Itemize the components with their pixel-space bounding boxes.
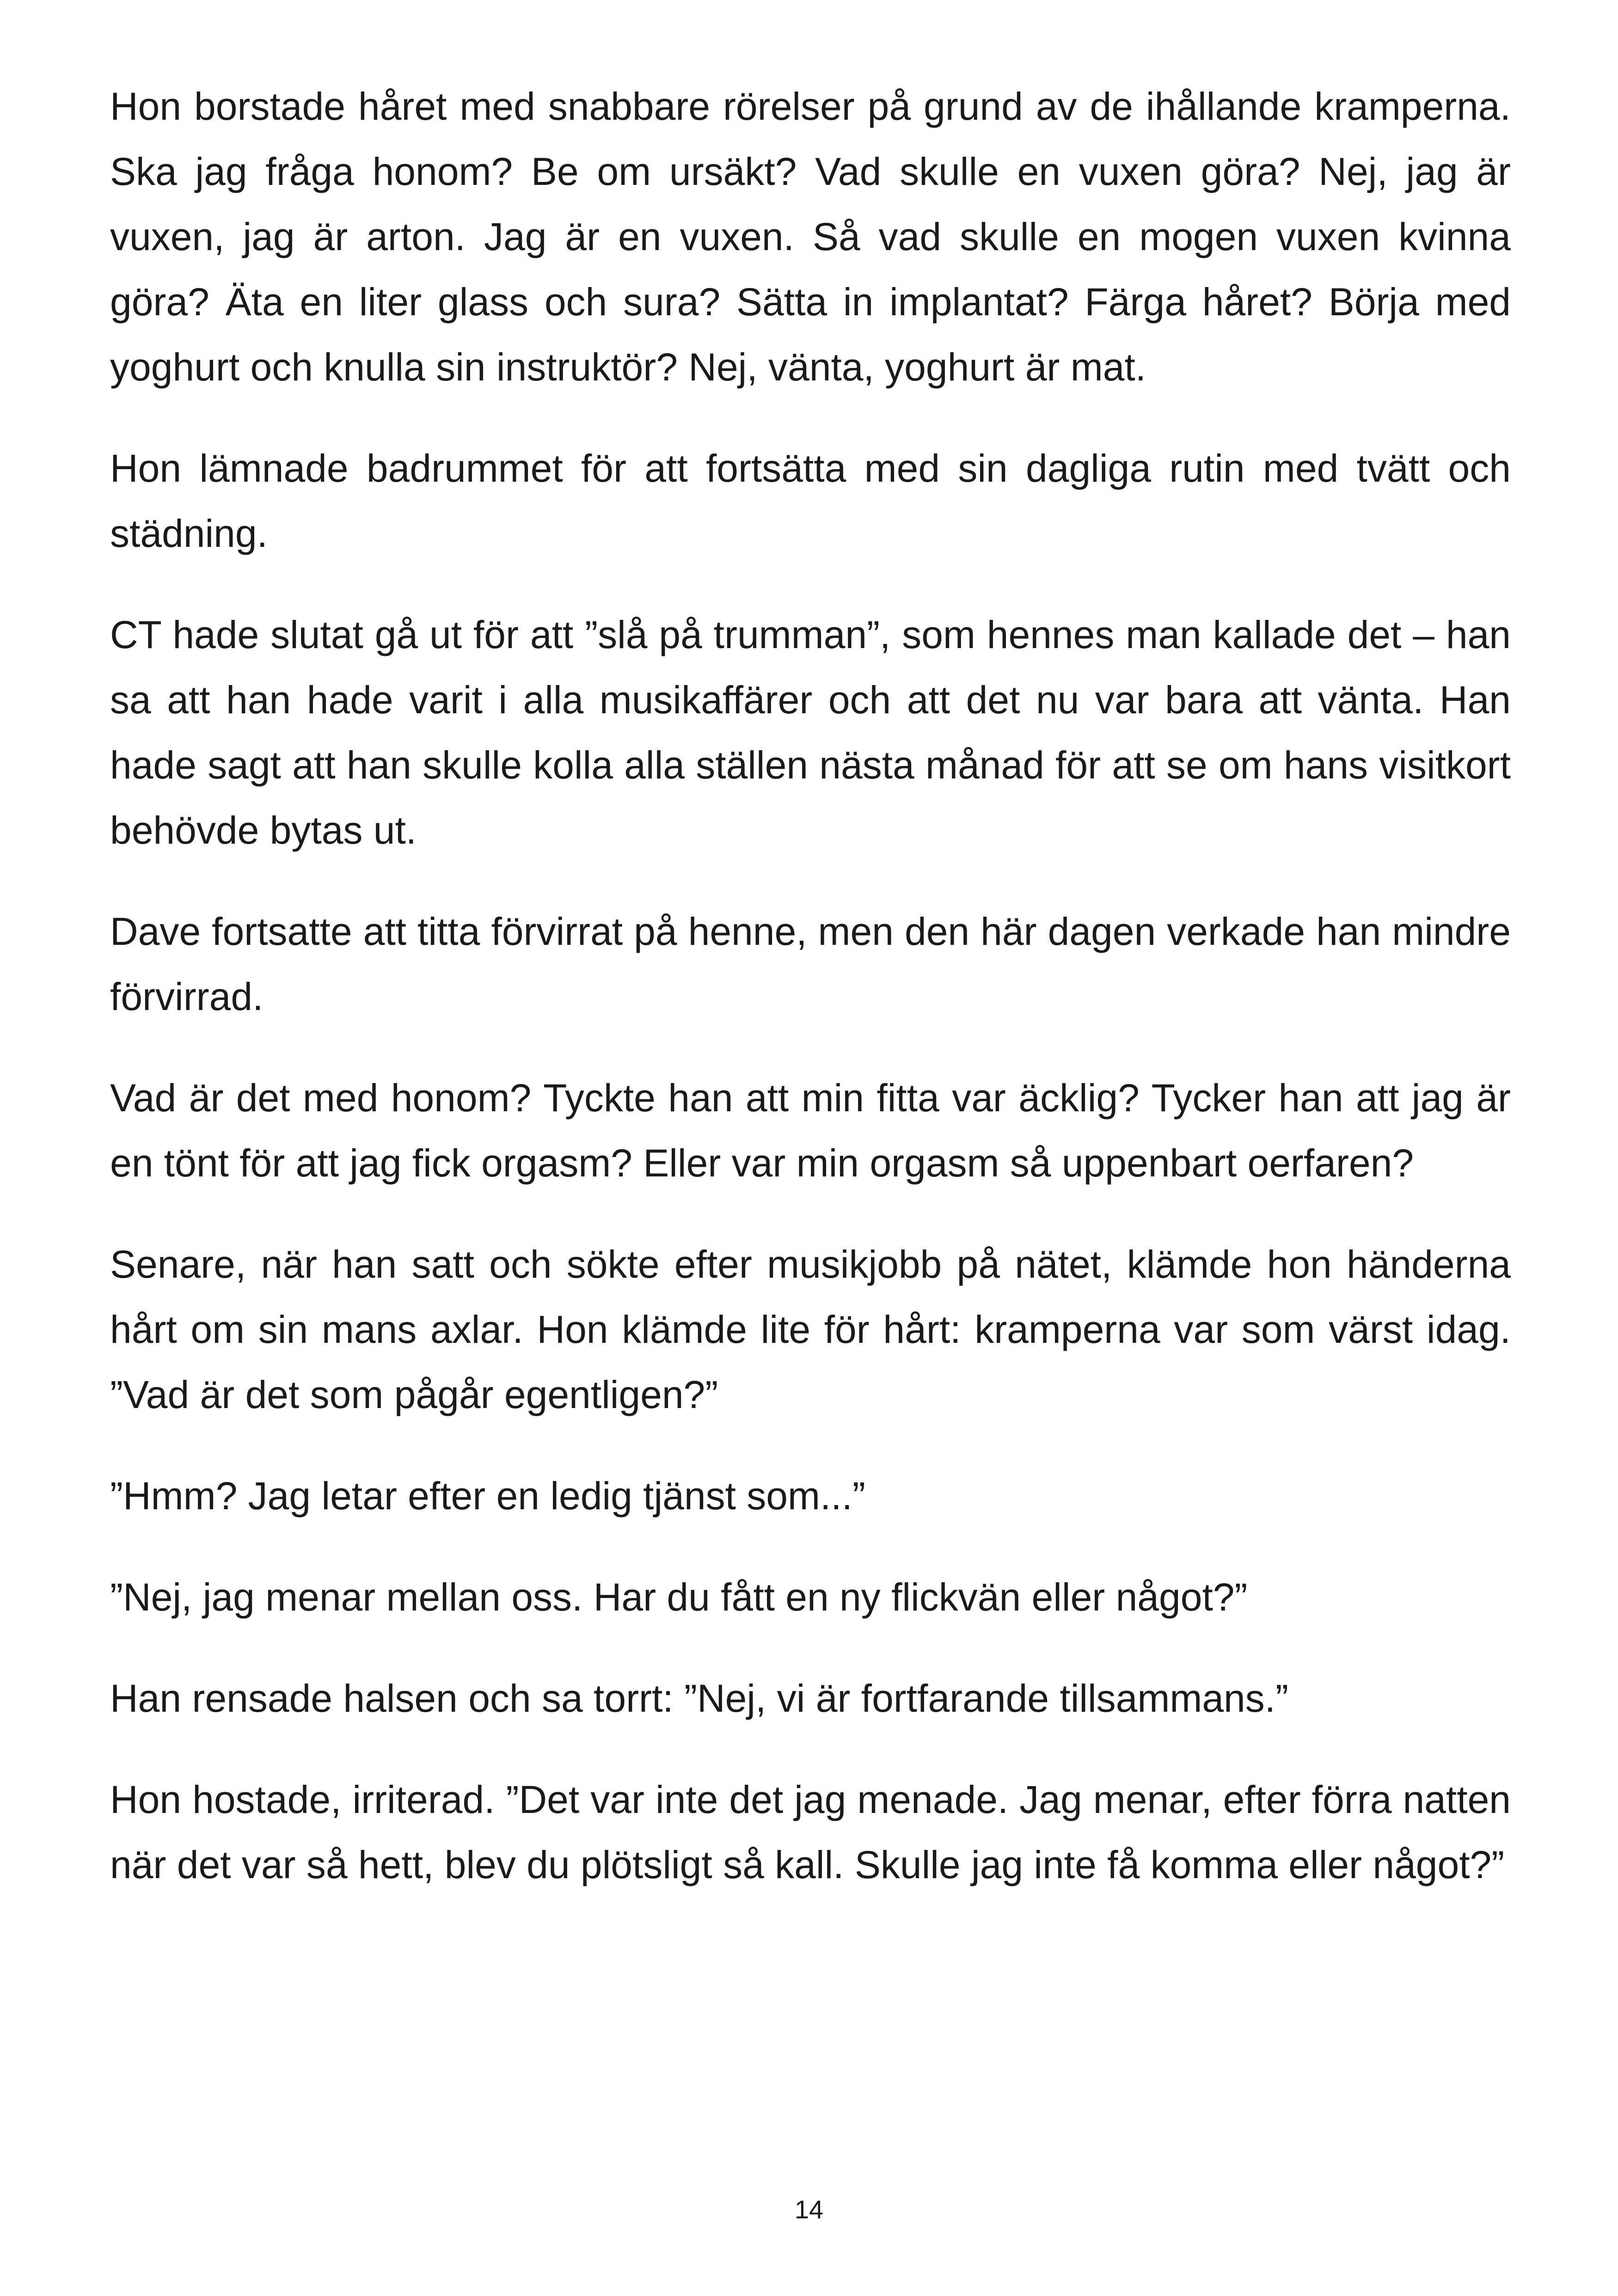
- paragraph-6: Senare, när han satt och sökte efter musikjobb på nätet, klämde hon händerna hårt om sin mans axlar. Hon klämde lite för hårt: kramperna var som värst idag. ”Vad är det som pågår egentligen?”: [110, 1243, 1511, 1416]
- page-body: [110, 74, 1511, 1934]
- paragraph-8: ”Nej, jag menar mellan oss. Har du fått en ny flickvän eller något?”: [110, 1575, 1248, 1619]
- paragraph-4: Dave fortsatte att titta förvirrat på henne, men den här dagen verkade han mindre förvirrad.: [110, 910, 1511, 1018]
- paragraph-7: ”Hmm? Jag letar efter en ledig tjänst som...”: [110, 1474, 865, 1518]
- paragraph-5: Vad är det med honom? Tyckte han att min fitta var äcklig? Tycker han att jag är en tönt för att jag fick orgasm? Eller var min orgasm så uppenbart oerfaren?: [110, 1076, 1511, 1185]
- paragraph-9: Han rensade halsen och sa torrt: ”Nej, vi är fortfarande tillsammans.”: [110, 1677, 1289, 1720]
- paragraph-3: CT hade slutat gå ut för att ”slå på trumman”, som hennes man kallade det – han sa att han hade varit i alla musikaffärer och att det nu var bara att vänta. Han hade sagt att han skulle kolla alla ställen nästa månad för att se om hans visitkort behövde bytas ut.: [110, 613, 1511, 852]
- page-number: 14: [794, 2195, 824, 2224]
- paragraph-10: Hon hostade, irriterad. ”Det var inte det jag menade. Jag menar, efter förra natten när det var så hett, blev du plötsligt så kall. Skulle jag inte få komma eller något?”: [110, 1778, 1511, 1886]
- paragraph-2: Hon lämnade badrummet för att fortsätta med sin dagliga rutin med tvätt och städning.: [110, 447, 1511, 555]
- paragraph-1: Hon borstade håret med snabbare rörelser på grund av de ihållande kramperna. Ska jag fråga honom? Be om ursäkt? Vad skulle en vuxen göra? Nej, jag är vuxen, jag är arton. Jag är en vuxen. Så vad skulle en mogen vuxen kvinna göra? Äta en liter glass och sura? Sätta in implantat? Färga håret? Börja med yoghurt och knulla sin instruktör? Nej, vänta, yoghurt är mat.: [110, 85, 1511, 389]
